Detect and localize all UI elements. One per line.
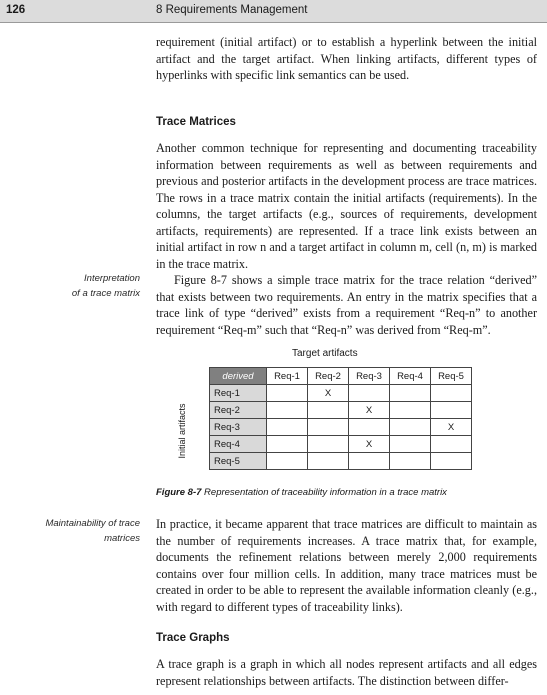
paragraph-interpretation: Figure 8-7 shows a simple trace matrix for the trace relation “derived” that exists between two requirements. An entry in the matrix specifies that a trace link of type “derived” exists from a requirement “Req-n” to another requirement “Req-m” such that “Req-n” was derived from “Req-m”.	[156, 273, 537, 337]
matrix-cell	[349, 385, 390, 402]
matrix-cell: X	[308, 385, 349, 402]
matrix-cell	[431, 385, 472, 402]
table-row	[210, 402, 472, 419]
chapter-title: 8 Requirements Management	[156, 4, 308, 16]
margin-note-maintainability	[0, 516, 140, 546]
matrix-cell	[390, 419, 431, 436]
column-header: Req-1	[267, 368, 308, 385]
matrix-cell	[390, 453, 431, 470]
paragraph-trace-matrices: Another common technique for representing and documenting traceability information between requirements as well as between requirements and previous and posterior artifacts in the development process are trace matrices. The rows in a trace matrix contain the initial artifacts (requirements). In the columns, the target artifacts (e.g., sources of requirements, development artifacts, requirements) are represented. If a trace link exists between an initial artifact in row n and a target artifact in column m, cell (n, m) is marked in the trace matrix.	[156, 141, 537, 271]
margin-note-interpretation-line1: Interpretation	[84, 273, 140, 284]
matrix-cell: X	[349, 402, 390, 419]
table-row	[210, 385, 472, 402]
column-header: Req-5	[431, 368, 472, 385]
paragraph-maintainability: In practice, it became apparent that trace matrices are difficult to maintain as the number of requirements increases. A trace matrix that, for example, documents the refinement relations between merely 2,000 requirements contains over four million cells. In addition, many trace matrices must be created in order to be able to represent the available information cleanly (e.g., with regard to different types of traceability links).	[156, 517, 537, 614]
table-row	[210, 419, 472, 436]
matrix-cell	[267, 436, 308, 453]
matrix-cell	[349, 453, 390, 470]
margin-note-interpretation	[0, 271, 140, 301]
trace-matrix-corner: derived	[210, 368, 267, 385]
trace-matrix-header-row	[210, 368, 472, 385]
table-row	[210, 436, 472, 453]
matrix-cell	[431, 436, 472, 453]
column-header: Req-3	[349, 368, 390, 385]
matrix-cell	[267, 453, 308, 470]
figure-caption	[156, 487, 447, 498]
row-header: Req-1	[210, 385, 267, 402]
matrix-cell	[267, 419, 308, 436]
target-artifacts-label: Target artifacts	[292, 348, 358, 359]
matrix-cell	[390, 436, 431, 453]
matrix-cell: X	[431, 419, 472, 436]
heading-trace-graphs: Trace Graphs	[156, 632, 230, 644]
column-header: Req-2	[308, 368, 349, 385]
heading-trace-matrices: Trace Matrices	[156, 116, 236, 128]
page-number: 126	[6, 4, 26, 16]
margin-note-maintainability-line1: Maintainability of trace	[45, 518, 140, 529]
matrix-cell	[308, 436, 349, 453]
matrix-cell	[390, 402, 431, 419]
paragraph-trace-graphs: A trace graph is a graph in which all nodes represent artifacts and all edges represent relationships between artifacts. The distinction between differ-	[156, 657, 537, 688]
matrix-cell	[349, 419, 390, 436]
column-header: Req-4	[390, 368, 431, 385]
matrix-cell: X	[349, 436, 390, 453]
matrix-cell	[267, 402, 308, 419]
matrix-cell	[308, 419, 349, 436]
matrix-cell	[308, 453, 349, 470]
table-row	[210, 453, 472, 470]
trace-matrix	[209, 367, 472, 470]
figure-caption-label: Figure 8-7	[156, 487, 202, 498]
matrix-cell	[308, 402, 349, 419]
paragraph-intro: requirement (initial artifact) or to establish a hyperlink between the initial artifact and the target artifact. When linking artifacts, different types of hyperlinks with specific link semantics can be used.	[156, 35, 537, 82]
matrix-cell	[431, 453, 472, 470]
margin-note-interpretation-line2: of a trace matrix	[71, 288, 140, 299]
row-header: Req-2	[210, 402, 267, 419]
row-header: Req-3	[210, 419, 267, 436]
matrix-cell	[390, 385, 431, 402]
row-header: Req-4	[210, 436, 267, 453]
matrix-cell	[267, 385, 308, 402]
matrix-cell	[431, 402, 472, 419]
figure-caption-text: Representation of traceability information in a trace matrix	[204, 487, 447, 498]
initial-artifacts-label: Initial artifacts	[177, 403, 187, 459]
margin-note-maintainability-line2: matrices	[104, 533, 140, 544]
row-header: Req-5	[210, 453, 267, 470]
page-header	[0, 0, 547, 23]
